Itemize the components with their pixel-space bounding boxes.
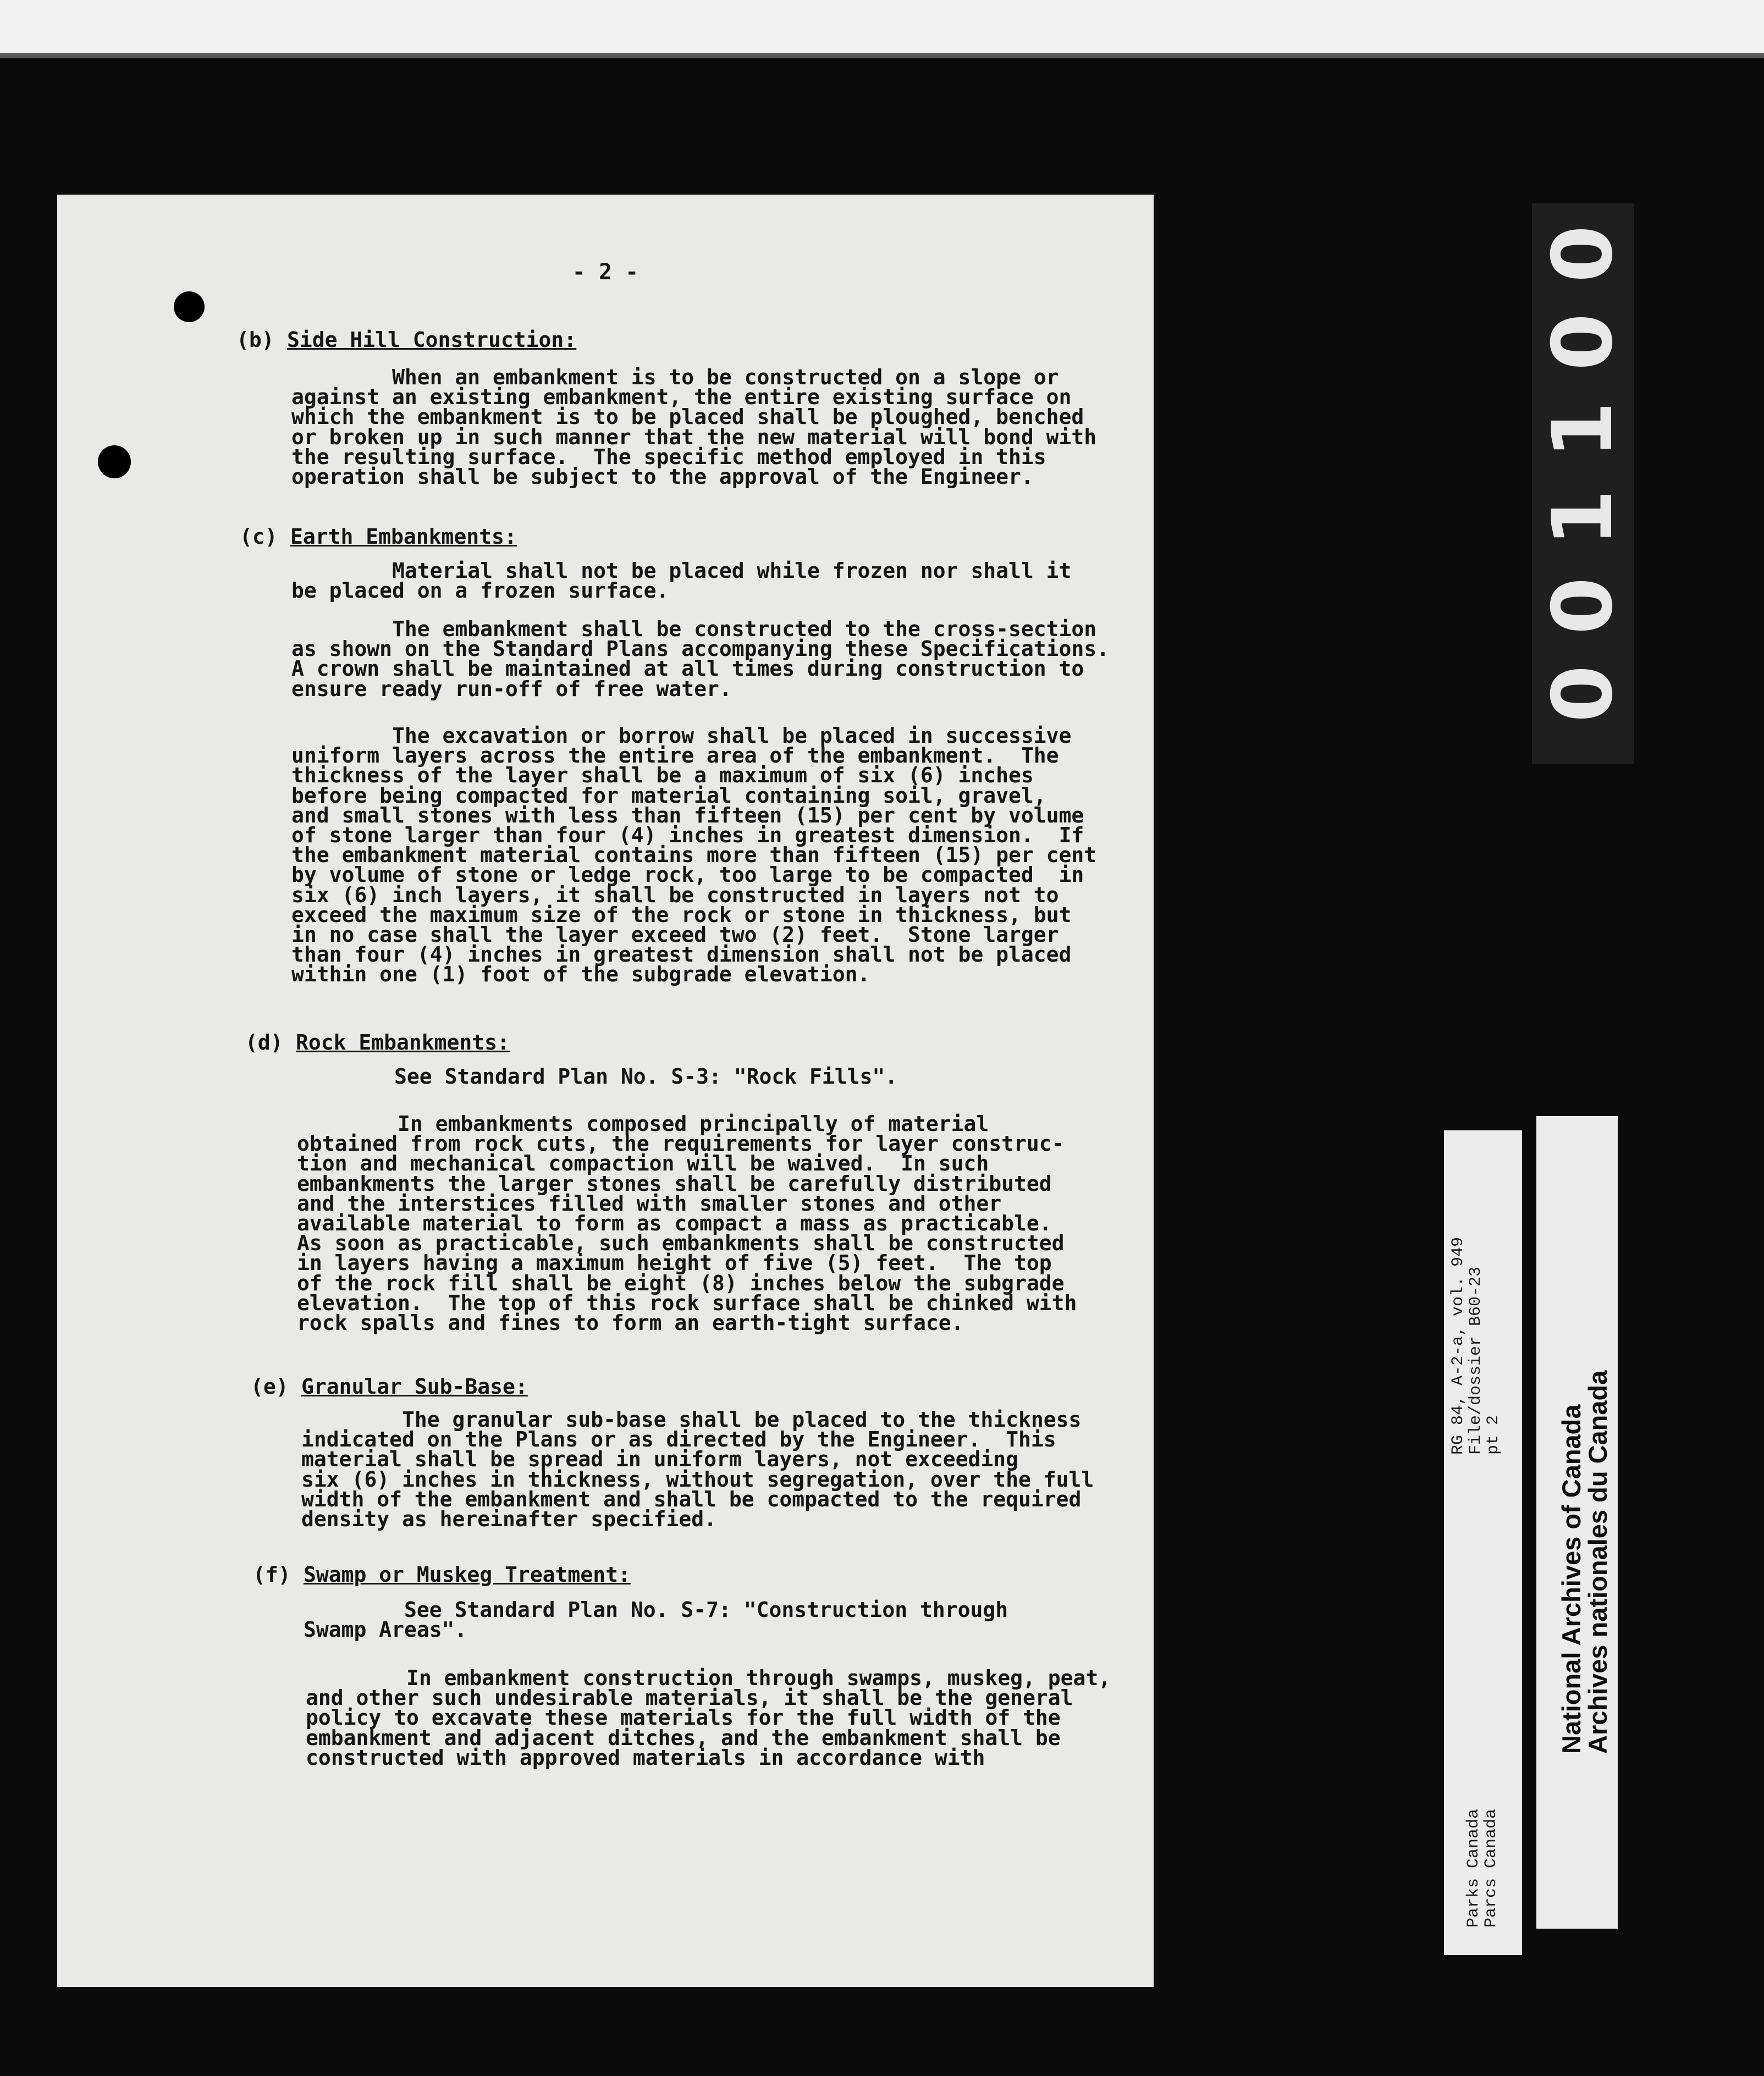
section-f [253,1562,631,1587]
scan-top-border [0,0,1764,53]
punch-hole [98,445,131,478]
section-letter: (c) [240,524,278,549]
paragraph: The embankment shall be constructed to the cross-section as shown on the Standard Plans accompanying these Specifications. A crown shall be maintained at all times during construction to ensure ready run-off of free water. [291,617,1110,701]
frame-number-digit: 1 [1535,489,1631,547]
archive-reference-card [1444,1130,1522,1955]
frame-number-digit: 0 [1535,313,1631,371]
section-heading [253,1562,631,1587]
section-title: Granular Sub-Base: [301,1374,528,1399]
frame-number-digit: 0 [1535,577,1631,635]
paragraph: The excavation or borrow shall be placed in successive uniform layers across the entire area of the embankment. The thickness of the layer shall be a maximum of six (6) inches before being compacted for material containing soil, gravel, and small stones with less than fifteen (15) per cent by volume of stone larger than four (4) inches in greatest dimension. If the embankment material contains more than fifteen (15) per cent by volume of stone or ledge rock, too large to be compacted in six (6) inch layers, it shall be constructed in layers not to exceed the maximum size of the rock or stone in thickness, but in no case shall the layer exceed two (2) feet. Stone larger than four (4) inches in greatest dimension shall not be placed within one (1) foot of the subgrade elevation. [291,724,1097,987]
agency-name: Parks Canada Parcs Canada [1464,1808,1501,1928]
paragraph: The granular sub-base shall be placed to the thickness indicated on the Plans or as directed by the Engineer. This material shall be spread in uniform layers, not exceeding six (6) inches in thickness, without segregation, over the full width of the embankment and shall be compacted to the required density as hereinafter specified. [301,1407,1094,1532]
section-title: Rock Embankments: [296,1030,510,1054]
paragraph: When an embankment is to be constructed on a slope or against an existing embankment, the entire existing surface on which the embankment is to be placed shall be ploughed, benched or broken up in such manner that the new material will bond with the resulting surface. The specific method employed in this operation shall be subject to the approval of the Engineer. [291,365,1097,489]
section-heading [251,1374,528,1399]
section-c [240,524,517,549]
section-d [245,1030,510,1054]
scan-top-border-line [0,53,1764,58]
section-heading [240,524,517,549]
section-e [251,1374,528,1399]
section-heading [245,1030,510,1054]
paragraph: See Standard Plan No. S-3: "Rock Fills". [294,1064,898,1089]
page-number: - 2 - [572,260,639,285]
document-page [57,195,1154,1987]
archive-reference: RG 84, A-2-a, vol. 949 File/dossier B60-23 pt 2 [1449,1236,1503,1455]
paragraph: Material shall not be placed while frozen nor shall it be placed on a frozen surface. [291,559,1072,603]
section-letter: (b) [236,328,274,352]
frame-number-digit: 0 [1535,225,1631,283]
section-title: Swamp or Muskeg Treatment: [304,1562,631,1587]
punch-hole [174,291,205,322]
section-letter: (e) [251,1374,289,1399]
frame-number-digit: 0 [1535,665,1631,723]
section-letter: (d) [245,1030,283,1054]
paragraph: In embankment construction through swamps, muskeg, peat, and other such undesirable materials, it shall be the general policy to excavate these materials for the full width of the embankment and adjacent ditches, and the embankment shall be constructed with approved materials in accordance with [306,1666,1111,1770]
section-heading [236,328,576,352]
institution-name: National Archives of Canada Archives nationales du Canada [1557,1370,1612,1754]
section-title: Earth Embankments: [290,524,517,549]
archive-institution-card [1536,1116,1618,1929]
paragraph: In embankments composed principally of material obtained from rock cuts, the requirements for layer construc- tion and mechanical compaction will be waived. In such embankments the larger stones shall be carefully distributed and the interstices filled with smaller stones and other available material to form as compact a mass as practicable. As soon as practicable, such embankments shall be constructed in layers having a maximum height of five (5) feet. The top of the rock fill shall be eight (8) inches below the subgrade elevation. The top of this rock surface shall be chinked with rock spalls and fines to form an earth-tight surface. [297,1112,1077,1335]
section-title: Side Hill Construction: [287,328,577,352]
section-b [236,328,576,352]
paragraph: See Standard Plan No. S-7: "Construction through Swamp Areas". [304,1598,1008,1642]
frame-number-digit: 1 [1535,401,1631,459]
section-letter: (f) [253,1562,291,1587]
